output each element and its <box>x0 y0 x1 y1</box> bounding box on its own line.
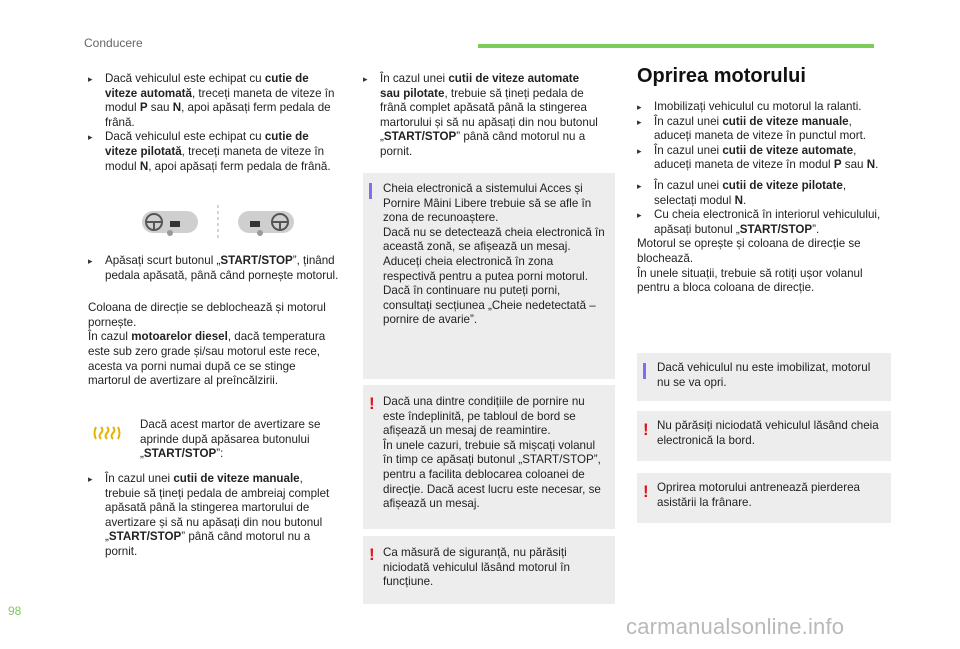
paragraph: Motorul se oprește și coloana de direcție se blochează. <box>637 237 861 265</box>
info-bar-icon <box>643 363 646 379</box>
list-item: ▸ Apăsați scurt butonul „START/STOP”, ținând pedala apăsată, până când pornește motorul. <box>88 254 339 282</box>
watermark: carmanualsonline.info <box>626 614 845 639</box>
header-accent-bar <box>478 44 874 48</box>
column-right <box>637 64 887 296</box>
info-note-box: Cheia electronică a sistemului Acces și Pornire Mâini Libere trebuie să se afle în zona de recunoaștere. Dacă nu se detectează cheia electronică în această zonă, se afișează un mesaj. Aduceți cheia electronică în zona respectivă pentru a putea porni motorul. Dacă în continuare nu puteți porni, consultați secțiunea „Cheie nedetectată – pornire de avarie”. <box>363 173 615 379</box>
arrow-bullet-icon: ▸ <box>88 74 93 84</box>
column-left <box>88 72 340 174</box>
paragraph: Coloana de direcție se deblochează și motorul pornește. <box>88 301 326 329</box>
list-item: ▸ În cazul unei cutii de viteze manuale, trebuie să țineți pedala de ambreiaj complet apăsată până la stingerea martorului de avertizare și să nu apăsați din nou butonul „START/STOP” până când motorul nu a pornit. <box>88 472 330 558</box>
paragraph: În cazul motoarelor diesel, dacă temperatura este sub zero grade și/sau motorul este rece, acesta va porni numai după ce se stinge martorul de avertizare al preîncălzirii. <box>88 330 326 388</box>
list-item: ▸ Cu cheia electronică în interiorul vehiculului, apăsați butonul „START/STOP”. <box>637 208 881 236</box>
page-number: 98 <box>8 604 22 618</box>
arrow-bullet-icon: ▸ <box>88 132 93 143</box>
column-middle <box>363 72 601 160</box>
arrow-bullet-icon: ▸ <box>88 256 93 266</box>
info-note-box: Dacă vehiculul nu este imobilizat, motorul nu se va opri. <box>637 353 891 401</box>
exclamation-icon: ! <box>369 394 375 413</box>
section-header: Conducere <box>84 36 143 50</box>
steering-wheel-illustration <box>140 203 296 243</box>
arrow-bullet-icon: ▸ <box>637 145 642 156</box>
list-item: ▸ Imobilizați vehiculul cu motorul la ralanti. <box>637 100 862 113</box>
paragraph: În unele situații, trebuie să rotiți ușor volanul pentru a bloca coloana de direcție. <box>637 266 863 295</box>
arrow-bullet-icon: ▸ <box>637 210 642 221</box>
column-left-lower <box>88 254 340 389</box>
list-item: ▸ Dacă vehiculul este echipat cu cutie de viteze pilotată, treceți maneta de viteze în modul N, apoi apăsați ferm pedala de frână. <box>88 130 331 173</box>
warning-note-box: ! Nu părăsiți niciodată vehiculul lăsând cheia electronică la bord. <box>637 411 891 461</box>
column-left-bottom <box>88 472 340 560</box>
arrow-bullet-icon: ▸ <box>637 102 642 112</box>
list-item: ▸ În cazul unei cutii de viteze pilotate, selectați modul N. <box>637 178 847 207</box>
info-bar-icon <box>369 183 372 199</box>
list-item: ▸ În cazul unei cutii de viteze manuale, aduceți maneta de viteze în punctul mort. <box>637 114 867 143</box>
warning-note-box: ! Ca măsură de siguranță, nu părăsiți niciodată vehiculul lăsând motorul în funcțiune. <box>363 536 615 604</box>
list-item: ▸ În cazul unei cutii de viteze automate sau pilotate, trebuie să țineți pedala de frână complet apăsată până la stingerea martorului și să nu apăsați din nou butonul „START/STOP” până când motorul nu a pornit. <box>363 72 598 158</box>
warning-note-box: ! Oprirea motorului antrenează pierderea asistării la frânare. <box>637 473 891 523</box>
arrow-bullet-icon: ▸ <box>637 180 642 191</box>
list-item: ▸ Dacă vehiculul este echipat cu cutie de viteze automată, treceți maneta de viteze în modul P sau N, apoi apăsați ferm pedala de frână. <box>88 72 335 129</box>
preheating-warning-lamp-icon <box>92 423 122 443</box>
arrow-bullet-icon: ▸ <box>363 74 368 84</box>
warning-lamp-note: Dacă acest martor de avertizare se aprinde după apăsarea butonului „START/STOP”: <box>140 418 321 461</box>
section-title: Oprirea motorului <box>637 65 806 87</box>
exclamation-icon: ! <box>369 545 375 564</box>
warning-note-box: ! Dacă una dintre condițiile de pornire nu este îndeplinită, pe tabloul de bord se afișează un mesaj de reamintire. În unele cazuri, trebuie să mișcați volanul în timp ce apăsați butonul „START/STOP”, pentru a facilita deblocarea coloanei de direcție. Dacă acest lucru este necesar, se afișează un mesaj. <box>363 385 615 529</box>
exclamation-icon: ! <box>643 420 649 439</box>
list-item: ▸ În cazul unei cutii de viteze automate, aduceți maneta de viteze în modul P sau N. <box>637 143 879 172</box>
arrow-bullet-icon: ▸ <box>88 474 93 484</box>
arrow-bullet-icon: ▸ <box>637 116 642 127</box>
exclamation-icon: ! <box>643 482 649 501</box>
